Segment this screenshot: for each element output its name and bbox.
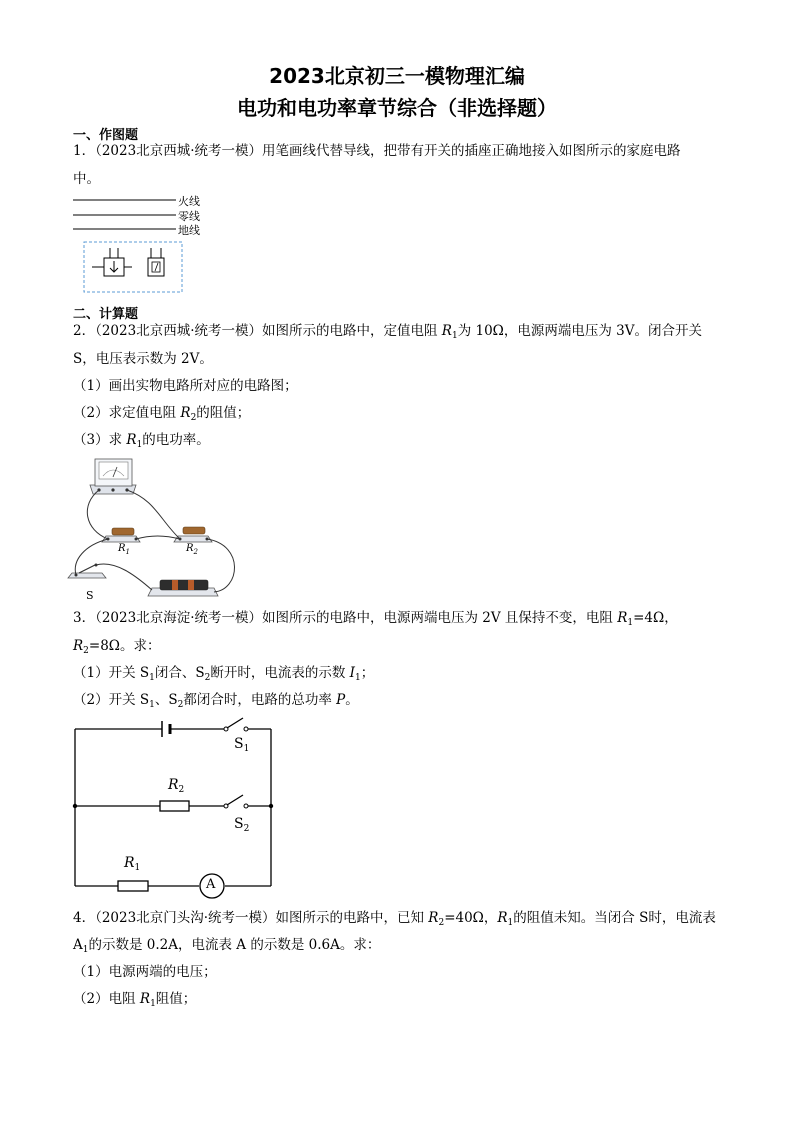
section-heading-calculation: 二、计算题 [73, 307, 139, 322]
q4-text-line2: $A_1$的示数是 0.2A，电流表 A 的示数是 0.6A。求： [73, 937, 381, 955]
page-title: 2023北京初三一模物理汇编 [269, 64, 525, 88]
wire-label-ground: 地线 [178, 224, 200, 237]
battery-cell-icon [162, 721, 170, 737]
q2-label-s: S [86, 589, 94, 602]
q4-subquestion-1: （1）电源两端的电压； [73, 964, 217, 980]
q1-text-line1: 1．（2023北京西城·统考一模）用笔画线代替导线，把带有开关的插座正确地接入如图所示的家庭电路 [73, 143, 681, 159]
resistor-r1-symbol [118, 881, 148, 891]
wire-label-neutral: 零线 [178, 210, 200, 223]
wire-label-live: 火线 [178, 195, 200, 208]
q2-label-r1: $R_1$ [118, 543, 130, 556]
q2-text-line1: 2．（2023北京西城·统考一模）如图所示的电路中，定值电阻 $R_1$为 10Ω，电源两端电压为 3V。闭合开关 [73, 323, 702, 341]
q3-label-s1: $S_1$ [234, 736, 250, 754]
switch-s2-icon [224, 795, 248, 808]
q2-label-r2: $R_2$ [186, 543, 198, 556]
section-heading-drawing: 一、作图题 [73, 128, 139, 143]
resistor-r2-symbol [160, 801, 189, 811]
q4-subquestion-2: （2）电阻 $R_1$阻值； [73, 991, 197, 1009]
q3-label-ammeter: A [206, 877, 216, 892]
q2-subquestion-3: （3）求 $R_1$的电功率。 [73, 432, 210, 450]
q3-subquestion-1: （1）开关 $S_1$闭合、$S_2$断开时，电流表的示数 $I_1$； [73, 665, 375, 683]
page-subtitle: 电功和电功率章节综合（非选择题） [237, 96, 557, 120]
q4-text-line1: 4．（2023北京门头沟·统考一模）如图所示的电路中，已知 $R_2=40\Omega$，$R_1$的阻值未知。当闭合 S时，电流表 [73, 910, 716, 928]
q3-subquestion-2: （2）开关 $S_1$、$S_2$都闭合时，电路的总功率 P。 [73, 692, 359, 710]
q2-subquestion-1: （1）画出实物电路所对应的电路图； [73, 378, 298, 394]
q3-label-s2: $S_2$ [234, 816, 250, 834]
q3-label-r1: $R_1$ [124, 855, 141, 873]
q3-label-r2: $R_2$ [168, 777, 185, 795]
q2-text-line2: S，电压表示数为 2V。 [73, 351, 213, 367]
q3-text-line2: $R_2=8\Omega$。求： [73, 638, 161, 656]
q1-text-line2: 中。 [73, 171, 100, 187]
q3-text-line1: 3．（2023北京海淀·统考一模）如图所示的电路中，电源两端电压为 2V 且保持不变，电阻 $R_1=4\Omega$， [73, 610, 678, 628]
q2-subquestion-2: （2）求定值电阻 $R_2$的阻值； [73, 405, 251, 423]
switch-s1-icon [224, 718, 248, 731]
